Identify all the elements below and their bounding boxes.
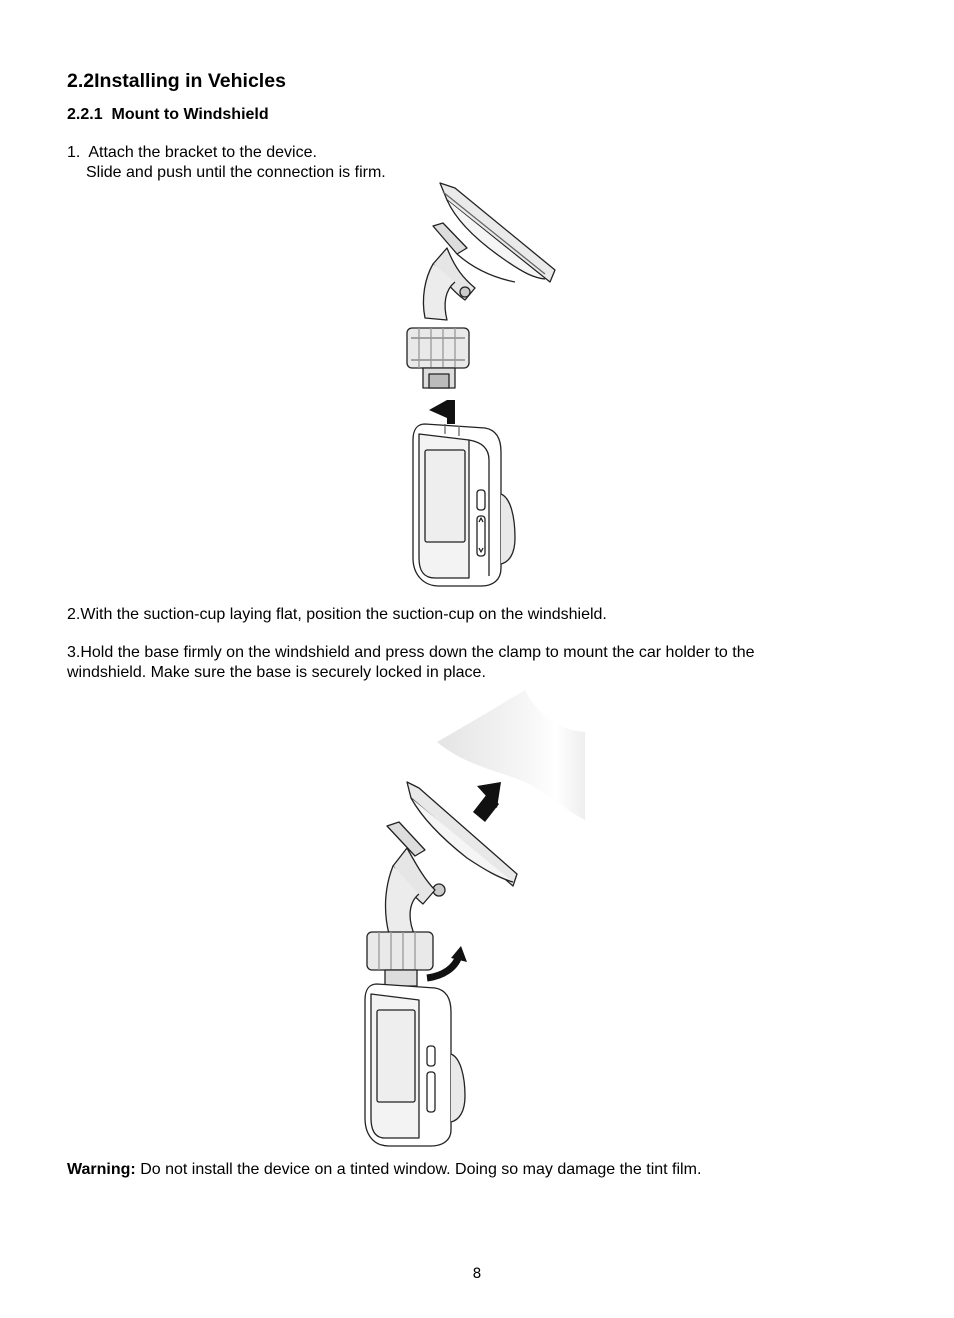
subsection-title: Mount to Windshield xyxy=(111,106,269,123)
bracket-attach-illustration xyxy=(385,178,560,590)
step-1-line-2: Slide and push until the connection is firm. xyxy=(86,164,386,181)
windshield-mount-illustration xyxy=(355,690,590,1150)
step-1-line-1 xyxy=(67,143,317,163)
section-number: 2.2 xyxy=(67,70,95,92)
step-2-text: With the suction-cup laying flat, position the suction-cup on the windshield. xyxy=(80,606,607,623)
arrow-up-right-icon xyxy=(473,782,501,822)
section-title: Installing in Vehicles xyxy=(94,70,286,92)
step-1-text: Attach the bracket to the device. xyxy=(88,144,317,161)
step-2-number: 2. xyxy=(67,606,81,623)
step-3-number: 3. xyxy=(67,644,81,661)
step-3-line-2: windshield. Make sure the base is securely locked in place. xyxy=(67,664,486,681)
subsection-number: 2.2.1 xyxy=(67,106,103,123)
step-3-line-1 xyxy=(67,643,755,663)
section-heading xyxy=(67,70,286,93)
mount-arm xyxy=(386,848,435,936)
dashcam-device xyxy=(365,984,465,1146)
windshield-glass xyxy=(437,690,585,820)
warning-text: Do not install the device on a tinted window. Doing so may damage the tint film. xyxy=(140,1161,702,1178)
step-1-number: 1. xyxy=(67,144,81,161)
lock-ring xyxy=(367,932,433,986)
mount-arm xyxy=(423,248,475,320)
arrow-up-icon xyxy=(429,400,455,424)
dashcam-device xyxy=(413,424,515,586)
warning-note xyxy=(67,1160,701,1180)
step-3-text: Hold the base firmly on the windshield and press down the clamp to mount the car holder to the xyxy=(80,644,755,661)
subsection-heading xyxy=(67,106,269,124)
lock-ring xyxy=(407,328,469,388)
step-2 xyxy=(67,605,607,625)
page-number: 8 xyxy=(472,1266,482,1282)
warning-label: Warning: xyxy=(67,1161,136,1178)
